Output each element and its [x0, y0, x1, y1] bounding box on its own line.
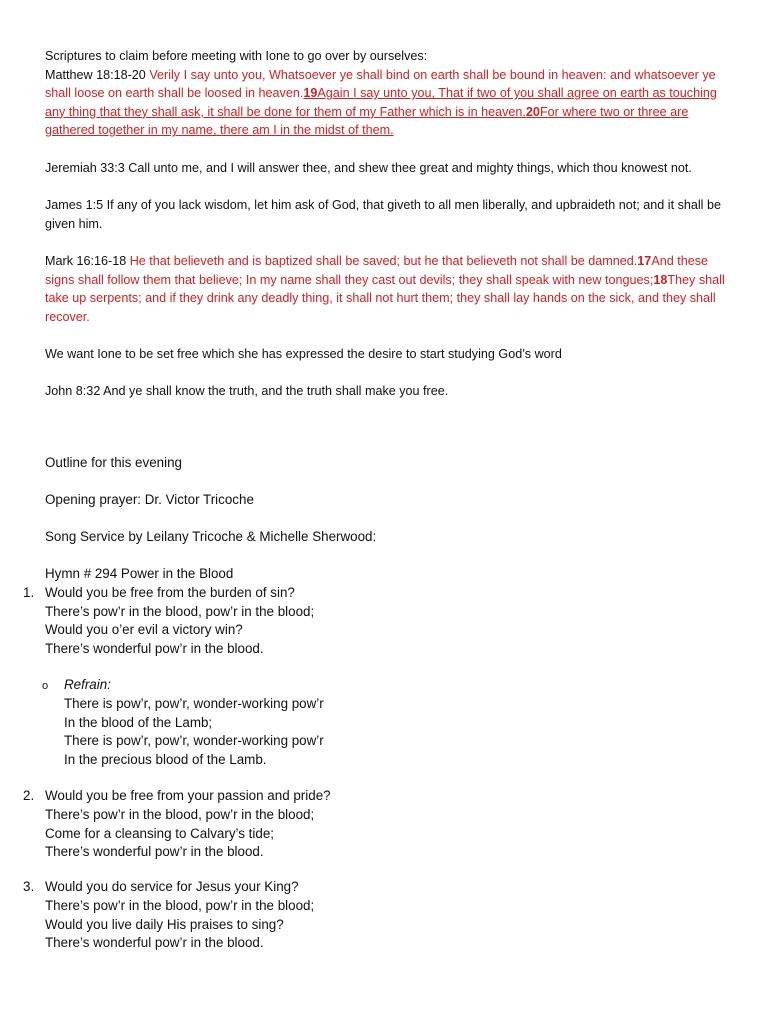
verse-line: Would you be free from your passion and pride? — [45, 788, 331, 803]
matthew-verse-18: Verily I say unto you, Whatsoever ye shall bind on earth shall be bound in heaven: and whatsoever ye shall loose on earth shall be loosed in heaven. — [45, 67, 716, 101]
verse-line: There’s pow’r in the blood, pow’r in the blood; — [45, 897, 315, 913]
hymn-refrain — [42, 676, 664, 770]
outline-title: Outline for this evening — [45, 455, 182, 470]
mark-verse-17: And these signs shall follow them that believe; In my name shall they cast out devils; they shall speak with new tongues; — [45, 254, 709, 287]
freedom-note: We want Ione to be set free which she has expressed the desire to start studying God’s word — [45, 347, 562, 361]
scriptures-heading: Scriptures to claim before meeting with Ione to go over by ourselves: — [45, 49, 428, 63]
verse-line: There’s wonderful pow’r in the blood. — [45, 641, 264, 657]
verse-line: Would you o’er evil a victory win? — [45, 622, 243, 638]
matthew-verse-20: For where two or three are gathered together in my name, there am I in the midst of them. — [45, 104, 689, 138]
refrain-line: There is pow’r, pow’r, wonder-working pow’r — [64, 733, 324, 749]
verse-number: 3. — [23, 879, 35, 894]
verse-line: Come for a cleansing to Calvary’s tide; — [45, 825, 274, 841]
refrain-bullet-icon: o — [42, 680, 49, 692]
verse-line: There’s wonderful pow’r in the blood. — [45, 844, 264, 860]
matthew-block — [45, 47, 725, 140]
song-service: Song Service by Leilany Tricoche & Michelle Sherwood: — [45, 529, 377, 544]
hymn-title: Hymn # 294 Power in the Blood — [45, 566, 234, 581]
hymn-verse-1 — [23, 584, 725, 659]
john-verse: John 8:32 And ye shall know the truth, and the truth shall make you free. — [45, 384, 449, 398]
matthew-verse-number-19: 19 — [303, 86, 318, 101]
verse-line: Would you do service for Jesus your King? — [45, 879, 299, 894]
james-verse: James 1:5 If any of you lack wisdom, let him ask of God, that giveth to all men liberally, and upbraideth not; and it shall be given him. — [45, 198, 721, 231]
jeremiah-verse: Jeremiah 33:3 Call unto me, and I will answer thee, and shew thee great and mighty things, which thou knowest not. — [45, 161, 692, 175]
hymn-verse-1-block — [23, 565, 725, 659]
matthew-verse-19: Again I say unto you, That if two of you shall agree on earth as touching any thing that they shall ask, it shall be done for them of my Father which is in heaven. — [45, 86, 717, 119]
verse-line: There’s pow’r in the blood, pow’r in the blood; — [45, 603, 315, 619]
verse-line: Would you be free from the burden of sin? — [45, 584, 295, 600]
hymn-verse-2 — [23, 787, 725, 862]
mark-verse-16: He that believeth and is baptized shall be saved; but he that believeth not shall be damned. — [129, 254, 638, 268]
mark-verse-18: They shall take up serpents; and if they drink any deadly thing, it shall not hurt them; they shall lay hands on the sick, and they shall recover. — [45, 272, 725, 324]
verse-line: There’s pow’r in the blood, pow’r in the blood; — [45, 806, 315, 822]
refrain-line: There is pow’r, pow’r, wonder-working pow’r — [64, 695, 324, 711]
matthew-reference: Matthew 18:18-20 — [45, 67, 146, 82]
opening-prayer: Opening prayer: Dr. Victor Tricoche — [45, 492, 254, 507]
verse-line: Would you live daily His praises to sing? — [45, 916, 284, 932]
matthew-verse-number-20: 20 — [525, 104, 540, 119]
mark-verse-number-18: 18 — [653, 272, 668, 287]
refrain-label: Refrain: — [64, 677, 111, 692]
mark-block — [45, 252, 725, 326]
verse-line: There’s wonderful pow’r in the blood. — [45, 935, 264, 951]
hymn-verse-3 — [23, 878, 725, 953]
mark-verse-number-17: 17 — [637, 254, 652, 268]
refrain-line: In the blood of the Lamb; — [64, 714, 213, 730]
verse-number: 2. — [23, 788, 35, 803]
verse-number: 1. — [23, 584, 35, 600]
refrain-line: In the precious blood of the Lamb. — [64, 752, 267, 768]
mark-reference: Mark 16:16-18 — [45, 254, 127, 268]
